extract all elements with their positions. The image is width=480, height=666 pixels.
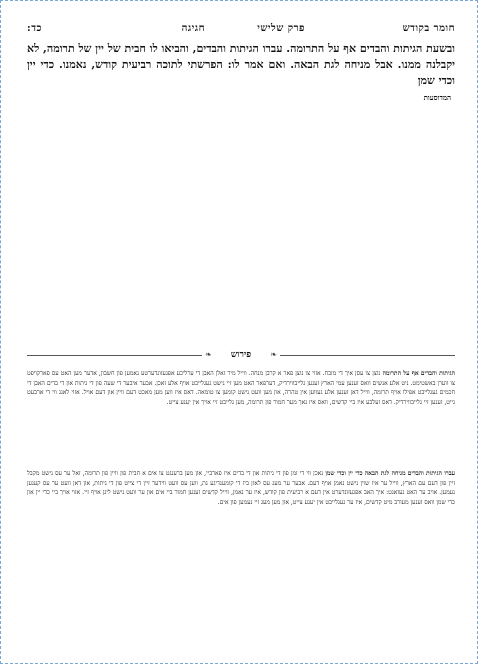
commentary-heading: אף על התרומה [382,370,419,377]
commentary-body: נאכן ווי די זמן פון די גיתות און די בדים איז פארביי, און מען ברענגט צו אים א חבית פון וויין פון תרומה, זאל ער עס נישט מקבל זיין פון דעם עם הארץ, ווייל ער איז שוין נישט נאמן אויף דעם. אבער ער מעג עס לאזן ביז די קומענדיגע גת, ווען עס וועט ווידער זיין די צייט פון די גיתות, און דאן וועט ער עס קענען נעמען. אויב ער האט געזאגט: איך האב אפגעזונדערט אין דעם א רביעית פון קודש, איז ער נאמן, ווייל קדשים זענען חמור ביי אים און ער וועט נישט ליגן אויף זיי. אזוי אויך ביי כדי יין און כדי שמן וואס זענען מעורב מיט קדשים, איז ער געגלייבט אין יענע צייט, און מען מעג זיי נעמען פון אים. [27,470,455,506]
header-folio: כד: [27,23,42,34]
fleuron-icon: ❧ [270,350,277,359]
header-book-title: חומר בקודש [402,23,455,34]
commentary-body: נוצן צו עסן איך די מזבח. אזוי צו נוצן פאר א קרבן מנחה. ווייל מיר זאלן האבן די ערליכע אפגעזונדערטע נאמען פון חשבון, אדער מען האט עס פארקויפט צו ווערן באשטימט. ניט אלע אנשים וואס זענען עמי הארץ זענען גלייבווירדיק, דערפאר האט מען זיי נישט געגלייבט אויף אלע זאכן. אבער איבער די שעה פון די גיתות און די בדים האבן די חכמים געגלייבט אפילו אויף תרומה, ווייל דאן זענען אלע געווען אין טהרה, און מען וועט נישט קומען צו טומאה. דאס איז ווען מען מאכט דעם וויין און דעם אויל. אזוי לאנג ווי די ארבעט גייט, זענען זיי גלייבווירדיק. דאס זעלבע איז ביי קדשים, וואס איז נאך מער חמור פון תרומה, מען גלייבט זיי אויך אין יענע צייט. [27,370,455,406]
commentary-heading: כדי יין וכדי שמן [325,470,363,477]
commentary-heading: הגיתות והבדים [420,370,455,377]
divider-line-left [27,355,202,356]
fleuron-icon: ❧ [205,350,212,359]
commentary-heading: מניחה לגת הבאה [364,470,406,477]
running-header [27,23,455,37]
commentary-heading: עברו הגיתות והבדים [407,470,455,477]
header-tractate: חגיגה [181,23,205,34]
commentary-divider [27,349,455,363]
commentary-paragraph-2 [27,469,455,507]
commentary-title: פירוש [230,350,252,360]
commentary-paragraph-1 [27,369,455,407]
header-chapter: פרק שלישי [257,23,305,34]
section-label: המדוסעות [423,93,451,102]
mishnah-text: ובשעת הגיתות והבדים אף על התרומה. עברו הגיתות והבדים, והביאו לו חבית של יין של תרומה, לא יקבלנה ממנו. אבל מניחה לגת הבאה. ואם אמר לו: הפרשתי לתוכה רביעית קודש, נאמנו. כדי יין וכדי שמן [27,42,455,87]
